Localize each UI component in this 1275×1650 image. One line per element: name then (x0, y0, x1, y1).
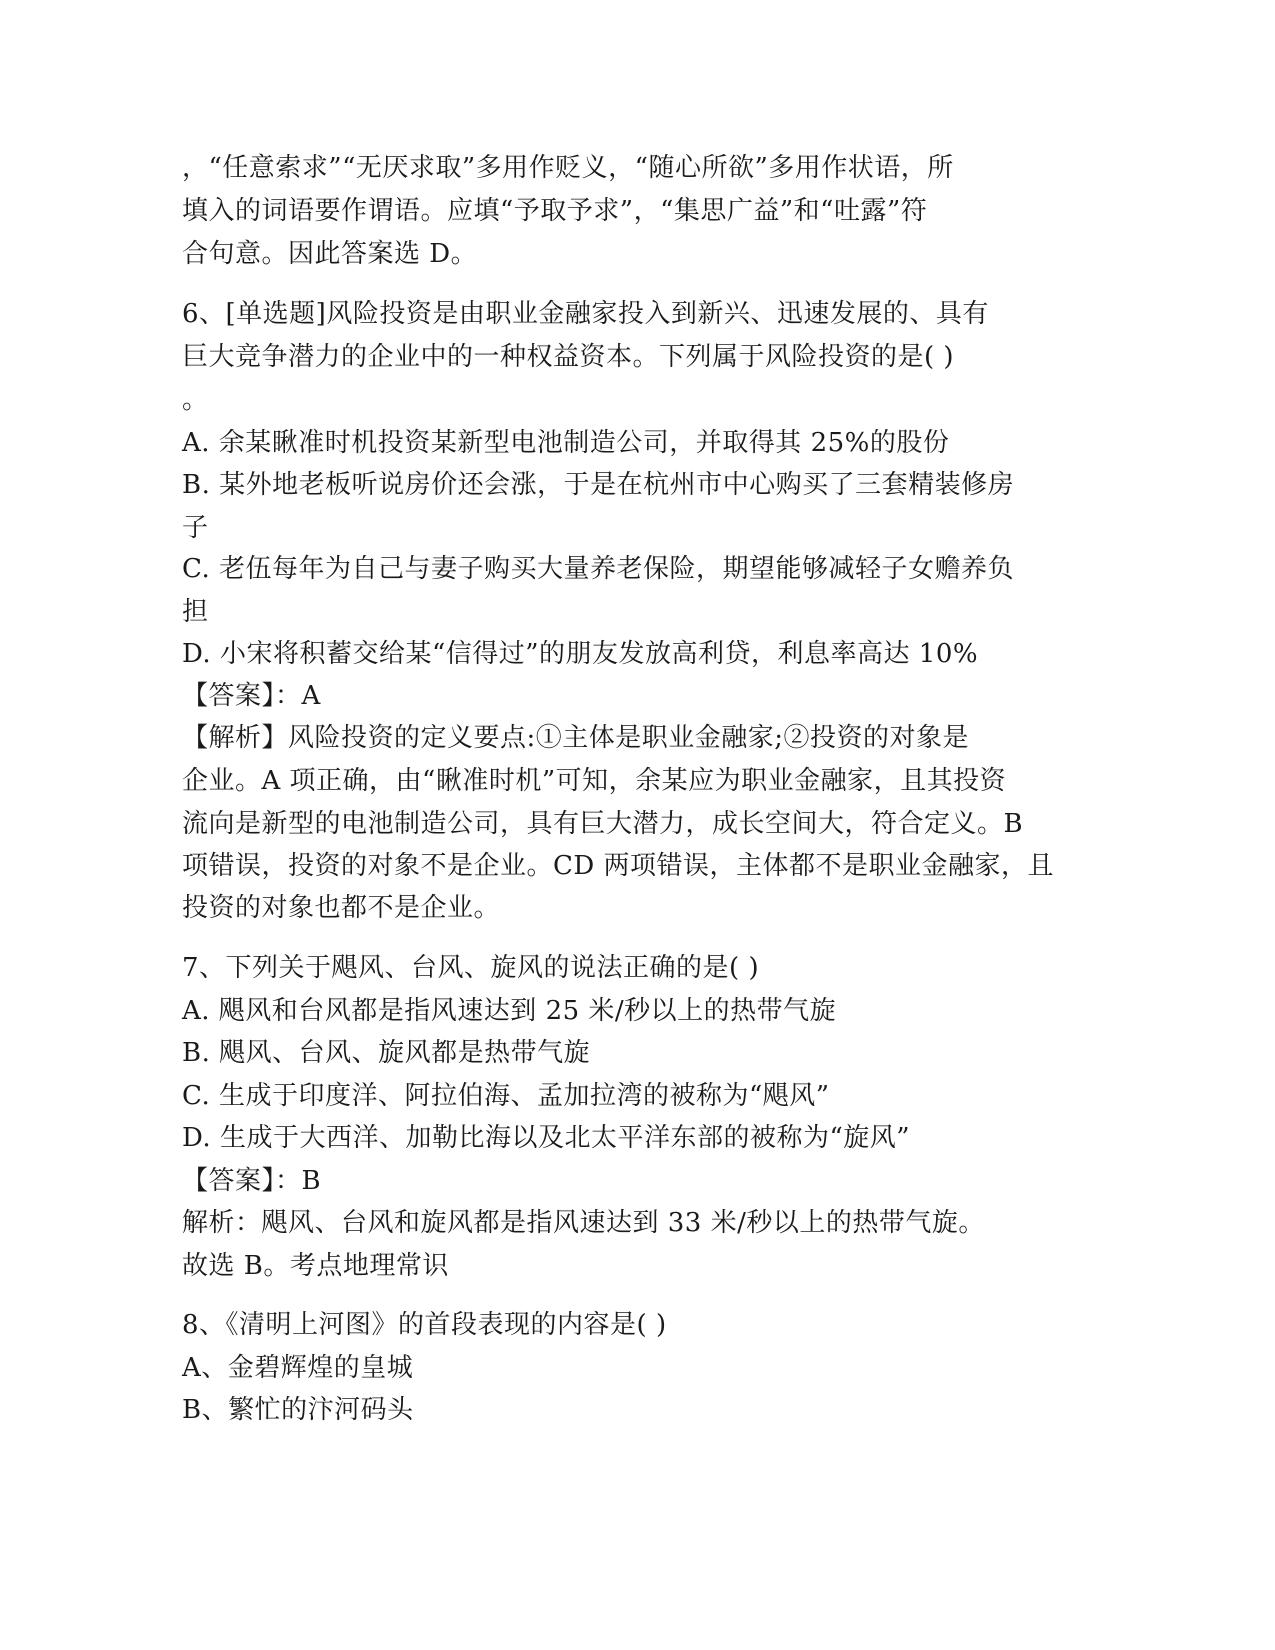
text-line: B、繁忙的汴河码头 (182, 1395, 414, 1425)
text-line: 【答案】：A (182, 681, 321, 711)
text-line: 故选 B。考点地理常识 (182, 1251, 449, 1281)
text-line: A、金碧辉煌的皇城 (182, 1353, 414, 1383)
text-line: C. 生成于印度洋、阿拉伯海、孟加拉湾的被称为“飓风” (182, 1081, 830, 1111)
text-line: B. 某外地老板听说房价还会涨，于是在杭州市中心购买了三套精装修房 (182, 470, 1015, 500)
text-line: D. 生成于大西洋、加勒比海以及北太平洋东部的被称为“旋风” (182, 1123, 911, 1153)
text-line: B. 飓风、台风、旋风都是热带气旋 (182, 1038, 591, 1068)
text-line: 填入的词语要作谓语。应填“予取予求”，“集思广益”和“吐露”符 (182, 196, 928, 226)
text-line: ，“任意索求”“无厌求取”多用作贬义，“随心所欲”多用作状语，所 (182, 153, 954, 183)
text-line: A. 余某瞅准时机投资某新型电池制造公司，并取得其 25%的股份 (182, 428, 950, 458)
text-line: 7、下列关于飓风、台风、旋风的说法正确的是( ) (182, 953, 760, 983)
text-line: D. 小宋将积蓄交给某“信得过”的朋友发放高利贷，利息率高达 10% (182, 639, 979, 669)
text-line: 企业。A 项正确，由“瞅准时机”可知，余某应为职业金融家，且其投资 (182, 766, 1007, 796)
text-line: 解析：飓风、台风和旋风都是指风速达到 33 米/秒以上的热带气旋。 (182, 1208, 985, 1238)
text-line: 【解析】风险投资的定义要点:①主体是职业金融家;②投资的对象是 (182, 723, 970, 753)
text-line: 巨大竞争潜力的企业中的一种权益资本。下列属于风险投资的是( ) (182, 342, 955, 372)
text-line: 8、《清明上河图》的首段表现的内容是( ) (182, 1310, 667, 1340)
text-line: 子 (182, 513, 209, 543)
text-line: 担 (182, 597, 209, 627)
text-line: A. 飓风和台风都是指风速达到 25 米/秒以上的热带气旋 (182, 996, 837, 1026)
text-line: 【答案】：B (182, 1166, 322, 1196)
text-line: 合句意。因此答案选 D。 (182, 239, 478, 269)
text-line: 。 (182, 385, 209, 415)
text-line: 6、[单选题]风险投资是由职业金融家投入到新兴、迅速发展的、具有 (182, 299, 989, 329)
text-line: 项错误，投资的对象不是企业。CD 两项错误，主体都不是职业金融家，且 (182, 851, 1055, 881)
text-line: 流向是新型的电池制造公司，具有巨大潜力，成长空间大，符合定义。B (182, 809, 1024, 839)
text-line: C. 老伍每年为自己与妻子购买大量养老保险，期望能够减轻子女赡养负 (182, 554, 1014, 584)
text-line: 投资的对象也都不是企业。 (182, 893, 501, 923)
